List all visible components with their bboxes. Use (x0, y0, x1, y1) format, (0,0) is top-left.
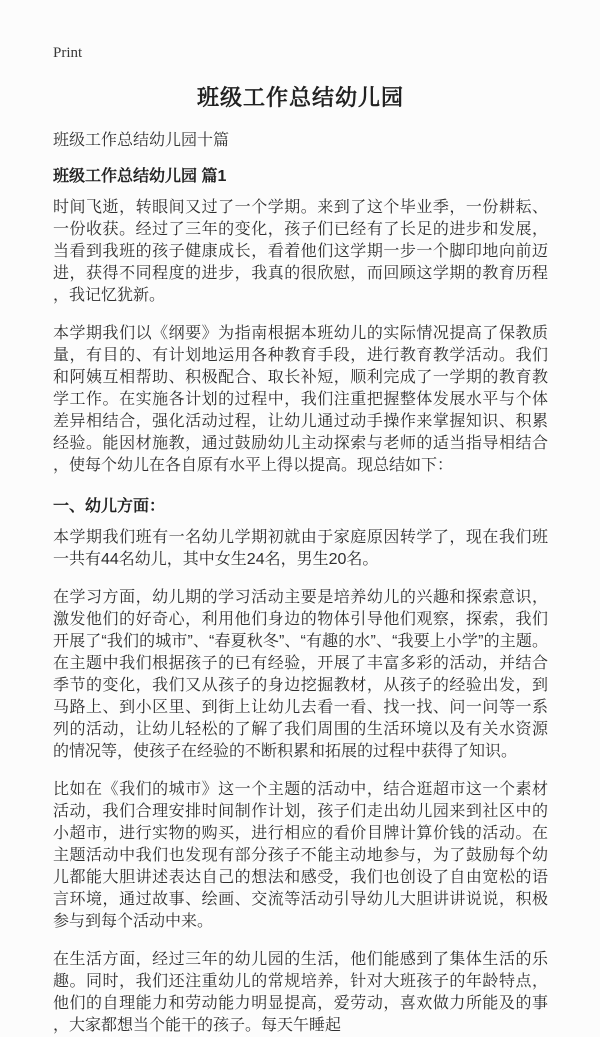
paragraph: 在学习方面，幼儿期的学习活动主要是培养幼儿的兴趣和探索意识，激发他们的好奇心，利用他们身边的物体引导他们观察，探索，我们开展了“我们的城市”、“春夏秋冬”、“有趣的水”、“我要上小学”的主题。在主题中我们根据孩子的已有经验，开展了丰富多彩的活动，并结合季节的变化，我们又从孩子的身边挖掘教材，从孩子的经验出发，到马路上、到小区里、到街上让幼儿去看一看、找一找、问一问等一系列的活动，让幼儿轻松的了解了我们周围的生活环境以及有关水资源的情况等，使孩子在经验的不断积累和拓展的过程中获得了知识。 (53, 589, 548, 760)
section-heading-children: 一、幼儿方面： (53, 498, 166, 515)
paragraph: 本学期我们班有一名幼儿学期初就由于家庭原因转学了，现在我们班一共有44名幼儿，其中女生24名，男生20名。 (53, 529, 548, 568)
document-subtitle: 班级工作总结幼儿园十篇 (53, 132, 230, 149)
paragraph: 本学期我们以《纲要》为指南根据本班幼儿的实际情况提高了保教质量，有目的、有计划地运用各种教育手段，进行教育教学活动。我们和阿姨互相帮助、积极配合、取长补短，顺利完成了一学期的教育教学工作。在实施各计划的过程中，我们注重把握整体发展水平与个体差异相结合，强化活动过程，让幼儿通过动手操作来掌握知识、积累经验。能因材施教，通过鼓励幼儿主动探索与老师的适当指导相结合，使每个幼儿在各自原有水平上得以提高。现总结如下： (53, 325, 548, 474)
paragraph: 在生活方面，经过三年的幼儿园的生活，他们能感到了集体生活的乐趣。同时，我们还注重幼儿的常规培养，针对大班孩子的年龄特点，他们的自理能力和劳动能力明显提高，爱劳动，喜欢做力所能及的事，大家都想当个能干的孩子。每天午睡起 (53, 951, 548, 1034)
paragraph: 比如在《我们的城市》这一个主题的活动中，结合逛超市这一个素材活动，我们合理安排时间制作计划，孩子们走出幼儿园来到社区中的小超市，进行实物的购买，进行相应的看价目牌计算价钱的活动。在主题活动中我们也发现有部分孩子不能主动地参与，为了鼓励每个幼儿都能大胆讲述表达自己的想法和感受，我们也创设了自由宽松的语言环境，通过故事、绘画、交流等活动引导幼儿大胆讲讲说说，积极参与到每个活动中来。 (53, 781, 548, 930)
section-heading-part1: 班级工作总结幼儿园 篇1 (53, 168, 227, 185)
document-title: 班级工作总结幼儿园 (196, 85, 404, 110)
print-link[interactable]: Print (53, 45, 83, 61)
paragraph: 时间飞逝，转眼间又过了一个学期。来到了这个毕业季，一份耕耘、一份收获。经过了三年的变化，孩子们已经有了长足的进步和发展，当看到我班的孩子健康成长，看着他们这学期一步一个脚印地向前迈进，获得不同程度的进步，我真的很欣慰，而回顾这学期的教育历程，我记忆犹新。 (53, 199, 548, 304)
